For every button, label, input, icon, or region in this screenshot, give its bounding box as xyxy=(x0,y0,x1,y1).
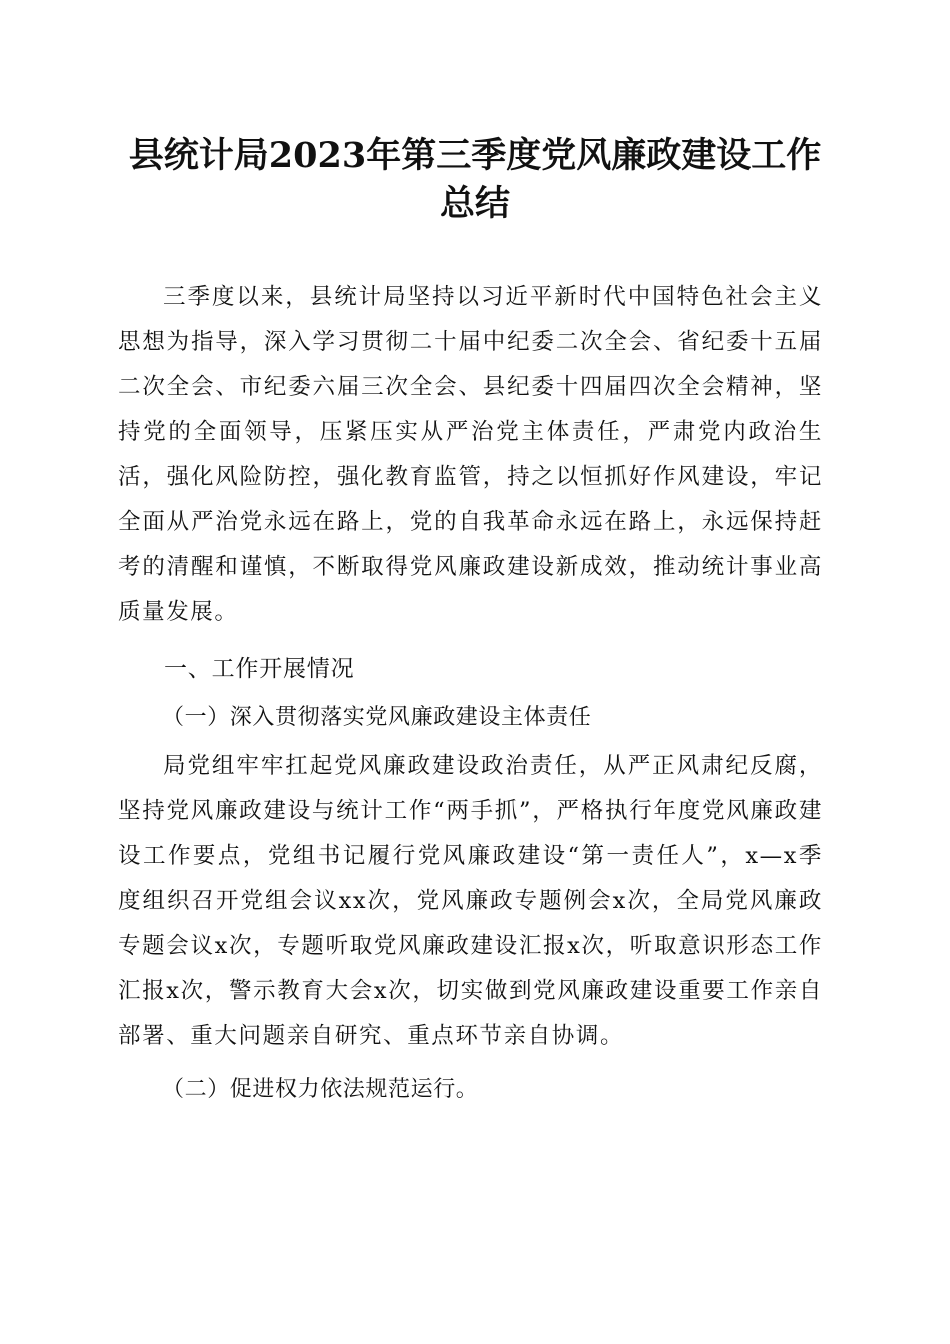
subsection-heading-1: （一）深入贯彻落实党风廉政建设主体责任 xyxy=(162,705,592,730)
title-line-2: 总结 xyxy=(439,183,510,224)
subsection-paragraph-1: 局党组牢牢扛起党风廉政建设政治责任，从严正风肃纪反腐，坚持党风廉政建设与统计工作“两手抓”，严格执行年度党风廉政建设工作要点，党组书记履行党风廉政建设“第一责任人”，x—x季度组织召开党组会议xx次，党风廉政专题例会x次，全局党风廉政专题会议x次，专题听取党风廉政建设汇报x次，听取意识形态工作汇报x次，警示教育大会x次，切实做到党风廉政建设重要工作亲自部署、重大问题亲自研究、重点环节亲自协调。 xyxy=(118,753,823,1049)
intro-paragraph: 三季度以来，县统计局坚持以习近平新时代中国特色社会主义思想为指导，深入学习贯彻二十届中纪委二次全会、省纪委十五届二次全会、市纪委六届三次全会、县纪委十四届四次全会精神，坚持党的全面领导，压紧压实从严治党主体责任，严肃党内政治生活，强化风险防控，强化教育监管，持之以恒抓好作风建设，牢记全面从严治党永远在路上，党的自我革命永远在路上，永远保持赶考的清醒和谨慎，不断取得党风廉政建设新成效，推动统计事业高质量发展。 xyxy=(118,284,823,625)
section-heading-1: 一、工作开展情况 xyxy=(164,656,355,682)
subsection-heading-2: （二）促进权力依法规范运行。 xyxy=(162,1077,479,1102)
document-body xyxy=(118,275,823,1112)
document-title xyxy=(115,132,835,228)
title-line-1: 县统计局2023年第三季度党风廉政建设工作 xyxy=(128,135,822,176)
